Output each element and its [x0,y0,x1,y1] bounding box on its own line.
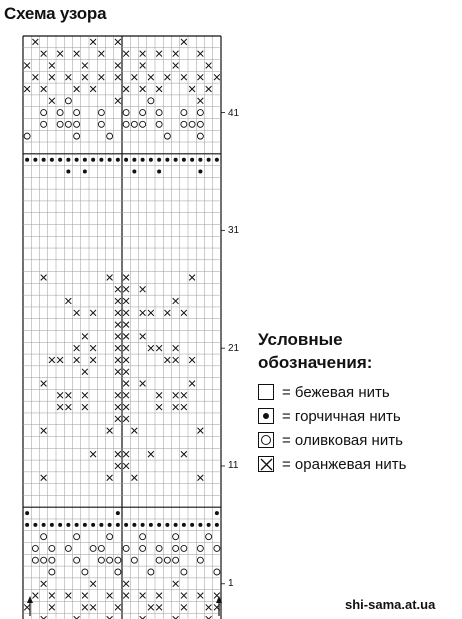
ring-stitch-mark [140,121,146,127]
cross-stitch-mark [115,392,121,398]
cross-stitch-mark [32,39,38,45]
cross-stitch-mark [65,404,71,410]
cross-stitch-mark [181,593,187,599]
cross-stitch-mark [197,74,203,80]
cross-stitch-mark [82,593,88,599]
cross-stitch-mark [173,298,179,304]
cross-stitch-mark [140,63,146,69]
cross-stitch-mark [131,74,137,80]
cross-stitch-mark [148,451,154,457]
ring-stitch-mark [82,569,88,575]
dot-stitch-mark [157,169,161,173]
dot-stitch-mark [116,523,120,527]
ring-stitch-mark [65,121,71,127]
dot-stitch-mark [108,158,112,162]
dot-stitch-mark [83,523,87,527]
cross-stitch-mark [123,275,129,281]
ring-stitch-mark [32,557,38,563]
cross-stitch-mark [206,86,212,92]
ring-stitch-mark [173,557,179,563]
ring-stitch-mark [65,98,71,104]
ring-stitch-mark [74,121,80,127]
cross-stitch-mark [107,275,113,281]
dot-stitch-mark [165,523,169,527]
cross-stitch-mark [123,345,129,351]
cross-stitch-mark [123,404,129,410]
cross-stitch-mark [41,275,47,281]
cross-stitch-mark [82,604,88,610]
cross-stitch-mark [74,86,80,92]
cross-stitch-mark [49,98,55,104]
dot-stitch-mark [207,158,211,162]
dot-stitch-mark [91,523,95,527]
ring-stitch-mark [123,121,129,127]
dot-stitch-mark [99,158,103,162]
ring-stitch-mark [115,569,121,575]
cross-stitch-mark [123,581,129,587]
cross-stitch-mark [214,74,220,80]
cross-stitch-mark [123,451,129,457]
cross-stitch-mark [206,604,212,610]
cross-stitch-mark [123,416,129,422]
dot-stitch-mark [91,158,95,162]
dot-stitch-mark [66,158,70,162]
cross-stitch-mark [156,51,162,57]
dot-stitch-mark [58,523,62,527]
dot-stitch-mark [174,158,178,162]
cross-stitch-mark [49,593,55,599]
cross-stitch-mark [115,463,121,469]
cross-stitch-mark [74,357,80,363]
cross-stitch-mark [164,310,170,316]
dot-stitch-mark [132,169,136,173]
ring-stitch-mark [74,133,80,139]
cross-stitch-mark [90,39,96,45]
cross-stitch-mark [197,428,203,434]
ring-stitch-mark [189,121,195,127]
cross-stitch-mark [197,98,203,104]
cross-stitch-mark [115,333,121,339]
dot-stitch-mark [124,158,128,162]
ring-stitch-mark [140,110,146,116]
dot-stitch-mark [33,158,37,162]
ring-stitch-mark [115,557,121,563]
cross-stitch-mark [140,593,146,599]
cross-stitch-mark [140,333,146,339]
cross-stitch-mark [74,51,80,57]
ring-stitch-mark [156,545,162,551]
cross-stitch-mark [65,593,71,599]
dot-stitch-mark [132,523,136,527]
cross-stitch-mark [115,369,121,375]
dot-stitch-mark [66,169,70,173]
cross-stitch-mark [181,451,187,457]
ring-stitch-mark [140,534,146,540]
ring-stitch-mark [41,121,47,127]
cross-stitch-mark [107,428,113,434]
cross-stitch-mark [41,428,47,434]
ring-stitch-mark [24,133,30,139]
cross-stitch-mark [90,345,96,351]
cross-stitch-mark [115,357,121,363]
ring-stitch-mark [131,557,137,563]
legend-label-olive: = оливковая нить [282,431,403,449]
ring-stitch-mark [214,545,220,551]
cross-stitch-mark [181,39,187,45]
cross-stitch-mark [156,345,162,351]
ring-stitch-mark [181,121,187,127]
arrow-up-icon [27,596,33,603]
cross-stitch-mark [123,381,129,387]
cross-stitch-mark [197,51,203,57]
cross-stitch-mark [173,581,179,587]
cross-stitch-mark [140,51,146,57]
ring-stitch-mark [98,545,104,551]
cross-stitch-mark [131,475,137,481]
cross-stitch-mark [123,333,129,339]
cross-stitch-mark [123,51,129,57]
ring-stitch-mark [197,110,203,116]
cross-stitch-mark [41,86,47,92]
cross-stitch-mark [90,581,96,587]
dot-stitch-mark [75,158,79,162]
cross-stitch-mark [24,604,30,610]
dot-stitch-mark [50,158,54,162]
cross-stitch-mark [123,357,129,363]
cross-stitch-mark [32,74,38,80]
dot-stitch-mark [182,158,186,162]
ring-stitch-mark [74,557,80,563]
cross-stitch-mark [156,404,162,410]
legend-label-beige: = бежевая нить [282,383,390,401]
dot-stitch-mark [25,158,29,162]
cross-stitch-mark [90,357,96,363]
cross-stitch-mark [148,604,154,610]
cross-stitch-mark [24,86,30,92]
dot-icon [258,408,274,424]
row-label-1: 1 [228,578,234,589]
dot-stitch-mark [116,158,120,162]
dot-stitch-mark [124,523,128,527]
dot-stitch-mark [33,523,37,527]
site-url: shi-sama.at.ua [345,597,436,612]
cross-stitch-mark [156,604,162,610]
cross-stitch-mark [65,298,71,304]
legend-item-mustard [258,406,401,426]
cross-stitch-mark [123,298,129,304]
cross-stitch-mark [156,86,162,92]
chart-title: Схема узора [4,4,107,23]
dot-stitch-mark [215,511,219,515]
cross-stitch-mark [32,593,38,599]
row-label-31: 31 [228,225,240,236]
dot-stitch-mark [141,158,145,162]
dot-stitch-mark [182,523,186,527]
cross-stitch-mark [189,381,195,387]
cross-stitch-mark [115,286,121,292]
ring-stitch-mark [90,545,96,551]
cross-stitch-mark [123,310,129,316]
dot-stitch-mark [25,523,29,527]
cross-stitch-mark [41,51,47,57]
cross-stitch-mark [115,322,121,328]
cross-stitch-mark [181,404,187,410]
cross-stitch-mark [98,74,104,80]
ring-stitch-mark [156,121,162,127]
cross-stitch-mark [82,63,88,69]
cross-stitch-mark [189,357,195,363]
ring-stitch-mark [123,110,129,116]
ring-stitch-mark [156,557,162,563]
cross-stitch-mark [164,357,170,363]
dot-stitch-mark [174,523,178,527]
cross-stitch-mark [173,404,179,410]
cross-stitch-mark [82,333,88,339]
cross-stitch-mark [82,369,88,375]
cross-stitch-mark [90,604,96,610]
cross-stitch-mark [115,451,121,457]
ring-stitch-mark [197,133,203,139]
dot-stitch-mark [149,158,153,162]
cross-stitch-mark [74,310,80,316]
cross-stitch-mark [115,63,121,69]
cross-stitch-mark [123,369,129,375]
ring-stitch-mark [140,545,146,551]
ring-stitch-mark [131,121,137,127]
cross-stitch-mark [140,86,146,92]
dot-stitch-mark [42,158,46,162]
cross-stitch-mark [115,310,121,316]
cross-stitch-mark [107,593,113,599]
cross-stitch-mark [90,310,96,316]
row-label-21: 21 [228,343,240,354]
ring-stitch-mark [49,569,55,575]
cross-stitch-mark [41,381,47,387]
row-label-11: 11 [228,460,239,471]
cross-stitch-mark [173,392,179,398]
cross-stitch-mark [123,593,129,599]
empty-square-icon [258,384,274,400]
ring-icon [258,432,274,448]
cross-stitch-mark [49,63,55,69]
legend-item-olive [258,430,403,450]
dot-stitch-mark [116,511,120,515]
ring-stitch-mark [49,545,55,551]
cross-stitch-mark [41,581,47,587]
cross-stitch-mark [181,604,187,610]
ring-stitch-mark [98,557,104,563]
dot-stitch-mark [50,523,54,527]
cross-stitch-mark [181,74,187,80]
dot-stitch-mark [207,523,211,527]
cross-stitch-mark [181,392,187,398]
cross-stitch-mark [173,63,179,69]
cross-stitch-mark [189,275,195,281]
cross-stitch-mark [115,98,121,104]
legend-title-line1: Условные [258,330,343,349]
cross-stitch-mark [156,392,162,398]
legend-title-line2: обозначения: [258,353,373,372]
dot-stitch-mark [198,169,202,173]
ring-stitch-mark [197,121,203,127]
cross-stitch-mark [123,322,129,328]
cross-stitch-mark [57,357,63,363]
dot-stitch-mark [99,523,103,527]
legend-label-mustard: = горчичная нить [282,407,401,425]
cross-stitch-mark [49,357,55,363]
ring-stitch-mark [32,545,38,551]
cross-stitch-mark [131,428,137,434]
cross-stitch-mark [140,310,146,316]
dot-stitch-mark [190,158,194,162]
cross-stitch-mark [24,63,30,69]
cross-stitch-mark [115,604,121,610]
ring-stitch-mark [173,534,179,540]
dot-stitch-mark [66,523,70,527]
dot-stitch-mark [157,523,161,527]
cross-stitch-mark [115,298,121,304]
dot-stitch-mark [157,158,161,162]
cross-stitch-mark [49,604,55,610]
ring-stitch-mark [98,121,104,127]
cross-stitch-mark [57,51,63,57]
ring-stitch-mark [41,110,47,116]
legend-item-orange [258,454,406,474]
ring-stitch-mark [57,110,63,116]
cross-stitch-mark [41,475,47,481]
cross-stitch-mark [90,86,96,92]
cross-stitch-mark [189,86,195,92]
dot-stitch-mark [83,158,87,162]
cross-stitch-mark [123,392,129,398]
cross-stitch-mark [82,392,88,398]
cross-stitch-mark [57,392,63,398]
ring-stitch-mark [156,110,162,116]
ring-stitch-mark [107,534,113,540]
cross-stitch-mark [173,51,179,57]
row-label-41: 41 [228,108,240,119]
cross-stitch-mark [82,404,88,410]
cross-stitch-mark [123,463,129,469]
cross-stitch-mark [123,286,129,292]
ring-stitch-mark [41,557,47,563]
cross-stitch-mark [82,74,88,80]
cross-stitch-mark [181,310,187,316]
ring-stitch-mark [214,569,220,575]
cross-stitch-mark [115,416,121,422]
cross-stitch-mark [173,357,179,363]
ring-stitch-mark [181,569,187,575]
ring-stitch-mark [65,545,71,551]
cross-stitch-mark [107,475,113,481]
cross-stitch-mark [90,451,96,457]
cross-stitch-mark [49,74,55,80]
ring-stitch-mark [57,121,63,127]
legend-title [258,328,372,374]
cross-stitch-mark [164,74,170,80]
dot-stitch-mark [141,523,145,527]
ring-stitch-mark [206,534,212,540]
cross-stitch-mark [140,381,146,387]
cross-stitch-mark [57,404,63,410]
cross-stitch-mark [148,74,154,80]
cross-icon [258,456,274,472]
cross-stitch-mark [115,74,121,80]
dot-stitch-mark [190,523,194,527]
dot-stitch-mark [165,158,169,162]
ring-stitch-mark [41,534,47,540]
cross-stitch-mark [98,51,104,57]
ring-stitch-mark [148,569,154,575]
dot-stitch-mark [132,158,136,162]
ring-stitch-mark [197,545,203,551]
cross-stitch-mark [140,286,146,292]
dot-stitch-mark [149,523,153,527]
dot-stitch-mark [198,158,202,162]
cross-stitch-mark [197,475,203,481]
cross-stitch-mark [74,345,80,351]
dot-stitch-mark [42,523,46,527]
ring-stitch-mark [49,557,55,563]
dot-stitch-mark [215,523,219,527]
cross-stitch-mark [115,345,121,351]
cross-stitch-mark [206,63,212,69]
ring-stitch-mark [164,133,170,139]
dot-stitch-mark [108,523,112,527]
cross-stitch-mark [156,593,162,599]
dot-stitch-mark [215,158,219,162]
ring-stitch-mark [74,534,80,540]
ring-stitch-mark [173,545,179,551]
legend-item-beige [258,382,390,402]
cross-stitch-mark [123,86,129,92]
dot-stitch-mark [75,523,79,527]
ring-stitch-mark [197,557,203,563]
dot-stitch-mark [83,169,87,173]
cross-stitch-mark [173,345,179,351]
cross-stitch-mark [148,310,154,316]
dot-stitch-mark [25,511,29,515]
cross-stitch-mark [197,593,203,599]
ring-stitch-mark [98,110,104,116]
ring-stitch-mark [181,110,187,116]
cross-stitch-mark [65,392,71,398]
cross-stitch-mark [115,404,121,410]
ring-stitch-mark [74,110,80,116]
cross-stitch-mark [115,39,121,45]
ring-stitch-mark [107,133,113,139]
ring-stitch-mark [181,545,187,551]
dot-stitch-mark [198,523,202,527]
ring-stitch-mark [123,545,129,551]
ring-stitch-mark [164,557,170,563]
cross-stitch-mark [148,345,154,351]
cross-stitch-mark [65,74,71,80]
ring-stitch-mark [107,557,113,563]
legend-label-orange: = оранжевая нить [282,455,407,473]
ring-stitch-mark [148,98,154,104]
dot-stitch-mark [58,158,62,162]
